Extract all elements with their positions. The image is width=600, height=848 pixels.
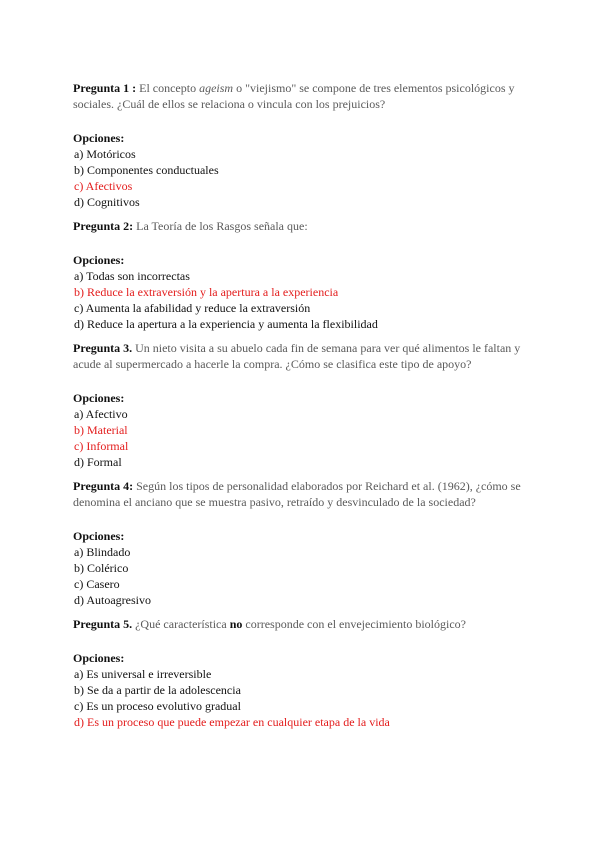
question-5	[73, 616, 533, 730]
options-title: Opciones:	[73, 131, 125, 145]
question-1-text-italic: ageism	[199, 81, 234, 95]
question-3	[73, 340, 533, 470]
question-4-statement	[73, 478, 533, 510]
option-q1-b: b) Componentes conductuales	[74, 163, 219, 177]
question-3-statement	[73, 340, 533, 372]
option-q2-a: a) Todas son incorrectas	[74, 269, 190, 283]
question-5-text-bold: no	[229, 617, 243, 631]
option-q5-b: b) Se da a partir de la adolescencia	[74, 683, 241, 697]
options-title: Opciones:	[73, 529, 125, 543]
question-5-text-before: ¿Qué característica	[132, 617, 230, 631]
option-q1-d: d) Cognitivos	[74, 195, 140, 209]
option-q4-d: d) Autoagresivo	[74, 593, 151, 607]
question-5-label: Pregunta 5.	[73, 617, 133, 631]
option-q2-c: c) Aumenta la afabilidad y reduce la extraversión	[74, 301, 311, 315]
option-q5-c: c) Es un proceso evolutivo gradual	[74, 699, 241, 713]
option-q4-b: b) Colérico	[74, 561, 129, 575]
option-q5-a: a) Es universal e irreversible	[74, 667, 212, 681]
options-title: Opciones:	[73, 391, 125, 405]
option-q3-c: c) Informal	[74, 439, 129, 453]
question-1-text-before: El concepto	[136, 81, 200, 95]
option-q5-d: d) Es un proceso que puede empezar en cualquier etapa de la vida	[74, 715, 390, 729]
question-1-label: Pregunta 1 :	[73, 81, 137, 95]
question-5-statement	[73, 616, 533, 632]
option-q4-c: c) Casero	[74, 577, 120, 591]
options-title: Opciones:	[73, 651, 125, 665]
option-q1-a: a) Motóricos	[74, 147, 136, 161]
question-5-text-after: corresponde con el envejecimiento biológico?	[242, 617, 466, 631]
question-2-statement	[73, 218, 533, 234]
question-3-label: Pregunta 3.	[73, 341, 133, 355]
option-q3-b: b) Material	[74, 423, 128, 437]
question-2	[73, 218, 533, 332]
question-1	[73, 80, 533, 210]
question-4-text: Según los tipos de personalidad elaborados por Reichard et al. (1962), ¿cómo se denomina el anciano que se muestra pasivo, retraído y desvinculado de la sociedad?	[73, 479, 521, 509]
option-q1-c: c) Afectivos	[74, 179, 133, 193]
question-4	[73, 478, 533, 608]
question-2-label: Pregunta 2:	[73, 219, 134, 233]
option-q2-d: d) Reduce la apertura a la experiencia y aumenta la flexibilidad	[74, 317, 378, 331]
options-title: Opciones:	[73, 253, 125, 267]
option-q3-d: d) Formal	[74, 455, 122, 469]
question-1-text-after: o "viejismo" se compone de tres elementos psicológicos y sociales. ¿Cuál de ellos se relaciona o vincula con los prejuicios?	[73, 81, 515, 111]
option-q2-b: b) Reduce la extraversión y la apertura a la experiencia	[74, 285, 339, 299]
option-q4-a: a) Blindado	[74, 545, 131, 559]
question-3-text: Un nieto visita a su abuelo cada fin de semana para ver qué alimentos le faltan y acude al supermercado a hacerle la compra. ¿Cómo se clasifica este tipo de apoyo?	[73, 341, 521, 371]
quiz-document	[73, 80, 533, 730]
question-4-label: Pregunta 4:	[73, 479, 134, 493]
option-q3-a: a) Afectivo	[74, 407, 128, 421]
question-1-statement	[73, 80, 533, 112]
question-2-text: La Teoría de los Rasgos señala que:	[133, 219, 308, 233]
